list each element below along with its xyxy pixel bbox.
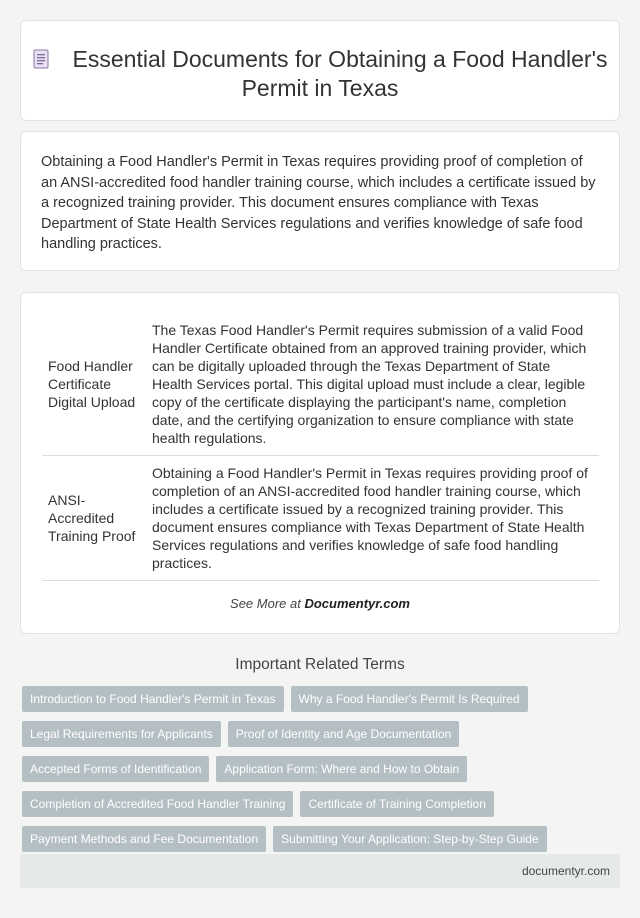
title-card [20,20,620,121]
page-title: Essential Documents for Obtaining a Food Handler's Permit in Texas [21,45,619,103]
related-term-tag[interactable]: Why a Food Handler's Permit Is Required [291,686,528,712]
document-name: Food Handler Certificate Digital Upload [42,313,147,456]
footer [20,854,620,888]
see-more-link[interactable]: See More at Documentyr.com [230,596,410,611]
table-row [42,313,599,456]
document-icon [33,47,49,67]
related-term-tag[interactable]: Legal Requirements for Applicants [22,721,221,747]
related-term-tag[interactable]: Proof of Identity and Age Documentation [228,721,459,747]
table-row [42,456,599,581]
related-terms-list [22,686,622,852]
related-term-tag[interactable]: Submitting Your Application: Step-by-Step Guide [273,826,547,852]
intro-card [20,131,620,271]
related-term-tag[interactable]: Introduction to Food Handler's Permit in Texas [22,686,284,712]
document-name: ANSI-Accredited Training Proof [42,456,147,581]
document-description: The Texas Food Handler's Permit requires submission of a valid Food Handler Certificate obtained from an approved training provider, which can be digitally uploaded through the Texas Department of State Health Services portal. This digital upload must include a clear, legible copy of the certificate displaying the participant's name, completion date, and the certifying organization to ensure compliance with state health regulations. [147,313,599,456]
see-more-site[interactable]: Documentyr.com [304,596,410,611]
related-term-tag[interactable]: Certificate of Training Completion [300,791,493,817]
related-term-tag[interactable]: Accepted Forms of Identification [22,756,209,782]
related-term-tag[interactable]: Completion of Accredited Food Handler Training [22,791,293,817]
footer-site-link[interactable]: documentyr.com [521,864,610,878]
related-term-tag[interactable]: Payment Methods and Fee Documentation [22,826,266,852]
intro-text: Obtaining a Food Handler's Permit in Texas requires providing proof of completion of an ANSI-accredited food handler training course, which includes a certificate issued by a recognized training provider. This document ensures compliance with Texas Department of State Health Services regulations and verifies knowledge of safe food handling practices. [41,154,596,252]
documents-card [20,292,620,634]
related-term-tag[interactable]: Application Form: Where and How to Obtain [216,756,467,782]
documents-table [42,313,599,581]
related-terms-heading: Important Related Terms [235,656,405,673]
document-description: Obtaining a Food Handler's Permit in Texas requires providing proof of completion of an ANSI-accredited food handler training course, which includes a certificate issued by a recognized training provider. This document ensures compliance with Texas Department of State Health Services regulations and verifies knowledge of safe food handling practices. [147,456,599,581]
